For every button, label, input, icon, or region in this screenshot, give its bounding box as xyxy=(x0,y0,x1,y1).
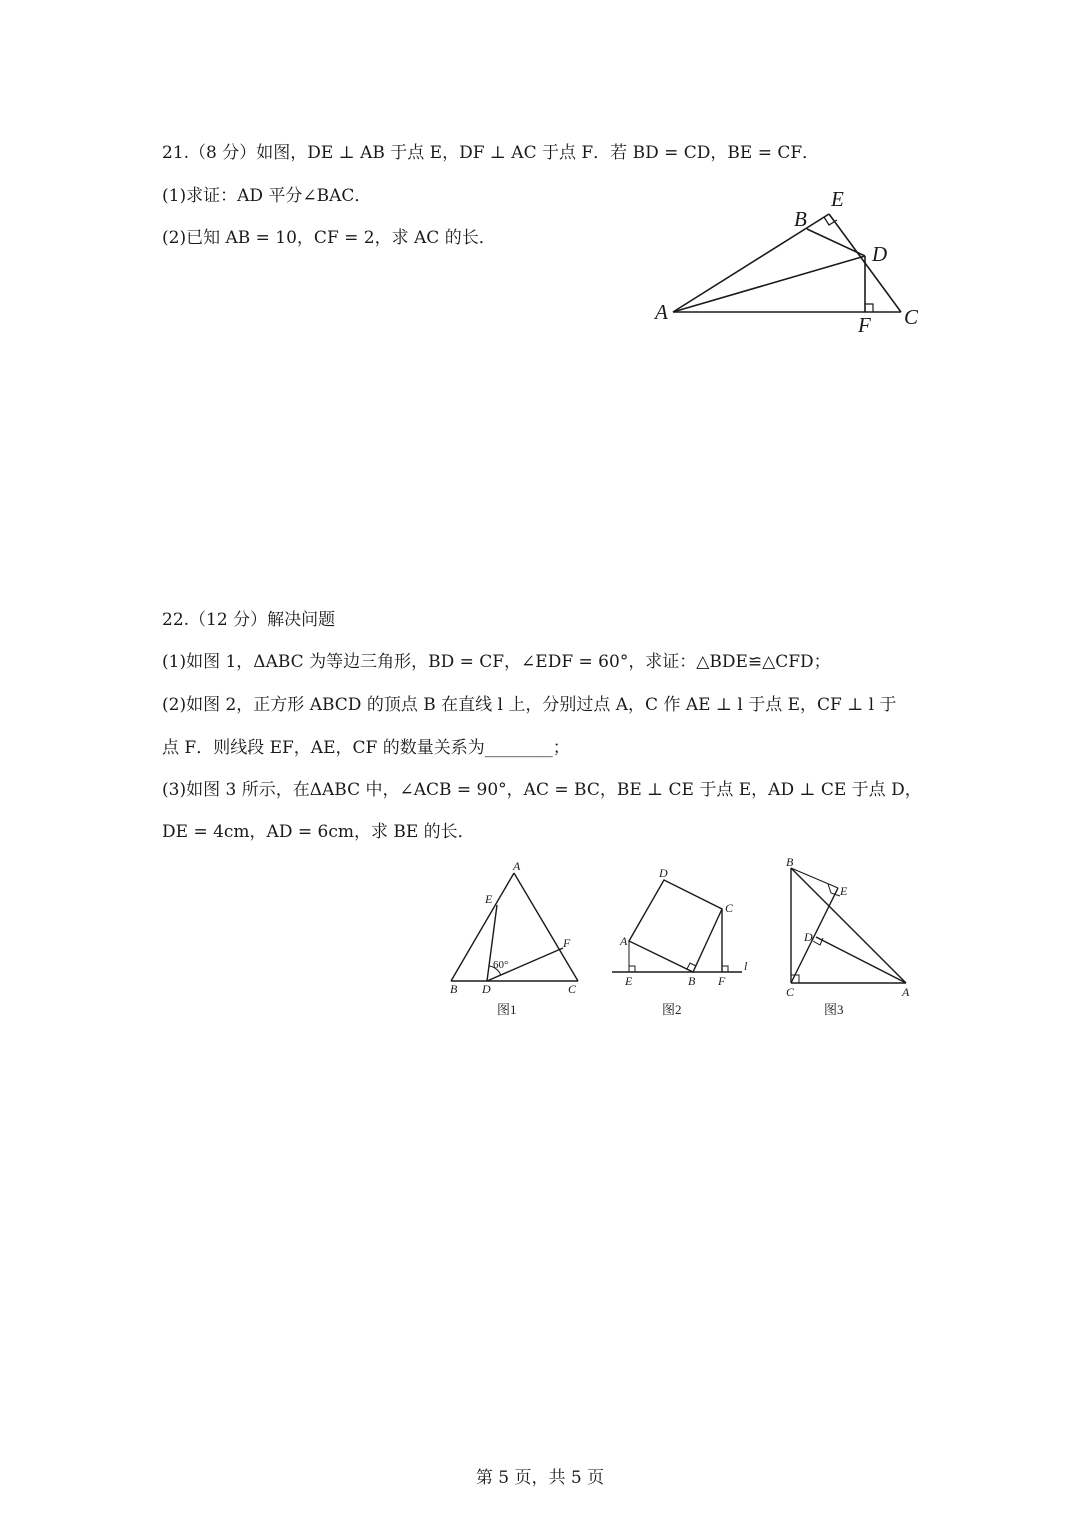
fig1-angle-label: 60° xyxy=(493,959,509,971)
label-B: B xyxy=(794,207,807,231)
fig3-label-C: C xyxy=(786,985,795,999)
fig3-caption: 图3 xyxy=(824,1002,844,1017)
q21-figure xyxy=(640,180,940,340)
q22-part3-line2: DE = 4cm，AD = 6cm，求 BE 的长． xyxy=(162,822,475,842)
fig2-label-B: B xyxy=(688,974,696,988)
fig1-label-A: A xyxy=(513,859,521,873)
label-E: E xyxy=(831,187,844,211)
q22-stem: 22.（12 分）解决问题 xyxy=(162,610,336,630)
fig2-label-C: C xyxy=(725,901,734,915)
fig1-label-D: D xyxy=(482,982,491,996)
fig3-label-D: D xyxy=(804,930,813,944)
q22-part2-line2: 点 F．则线段 EF，AE，CF 的数量关系为________； xyxy=(162,738,570,758)
fig2-label-F: F xyxy=(718,974,726,988)
fig1-label-C: C xyxy=(568,982,577,996)
fig1-caption: 图1 xyxy=(497,1002,517,1017)
label-F: F xyxy=(858,313,871,337)
q21-part2: (2)已知 AB = 10，CF = 2，求 AC 的长． xyxy=(162,228,496,248)
segment-AD xyxy=(816,937,906,983)
segment-BA xyxy=(791,868,906,983)
q21-part1: (1)求证：AD 平分∠BAC． xyxy=(162,186,372,206)
label-A: A xyxy=(655,300,668,324)
right-angle-mark-F xyxy=(865,304,873,312)
fig2-label-D: D xyxy=(659,866,668,880)
q22-figure-3 xyxy=(775,850,925,1025)
fig2-label-E: E xyxy=(625,974,633,988)
square-ABCD xyxy=(629,880,722,972)
right-angle-mark-E xyxy=(629,966,635,972)
segment-BD xyxy=(807,229,865,256)
fig1-label-F: F xyxy=(563,936,571,950)
right-angle-mark-E xyxy=(824,217,837,225)
fig3-label-E: E xyxy=(840,884,848,898)
right-angle-mark-F xyxy=(722,966,728,972)
q22-part2-line1: (2)如图 2，正方形 ABCD 的顶点 B 在直线 l 上，分别过点 A，C 作 AE ⊥ l 于点 E，CF ⊥ l 于 xyxy=(162,695,897,715)
page-footer: 第 5 页，共 5 页 xyxy=(475,1468,605,1488)
fig3-label-B: B xyxy=(786,855,794,869)
segment-CE xyxy=(791,888,838,983)
fig3-label-A: A xyxy=(902,985,910,999)
fig2-label-A: A xyxy=(620,934,628,948)
fig2-label-l: l xyxy=(744,959,748,973)
segment-AD xyxy=(673,256,865,312)
fig2-caption: 图2 xyxy=(662,1002,682,1017)
q21-stem: 21.（8 分）如图，DE ⊥ AB 于点 E，DF ⊥ AC 于点 F．若 BD = CD，BE = CF． xyxy=(162,143,820,163)
fig1-label-B: B xyxy=(450,982,458,996)
q22-figure-2 xyxy=(605,860,765,1025)
label-C: C xyxy=(904,305,919,329)
q22-figure-1 xyxy=(440,855,600,1025)
q22-part3-line1: (3)如图 3 所示，在ΔABC 中，∠ACB = 90°，AC = BC，BE ⊥ CE 于点 E，AD ⊥ CE 于点 D， xyxy=(162,780,922,800)
q22-part1: (1)如图 1，ΔABC 为等边三角形，BD = CF，∠EDF = 60°，求证：△BDE≌△CFD； xyxy=(162,652,831,672)
fig1-label-E: E xyxy=(485,892,493,906)
segment-BE xyxy=(791,868,838,888)
label-D: D xyxy=(872,242,888,266)
